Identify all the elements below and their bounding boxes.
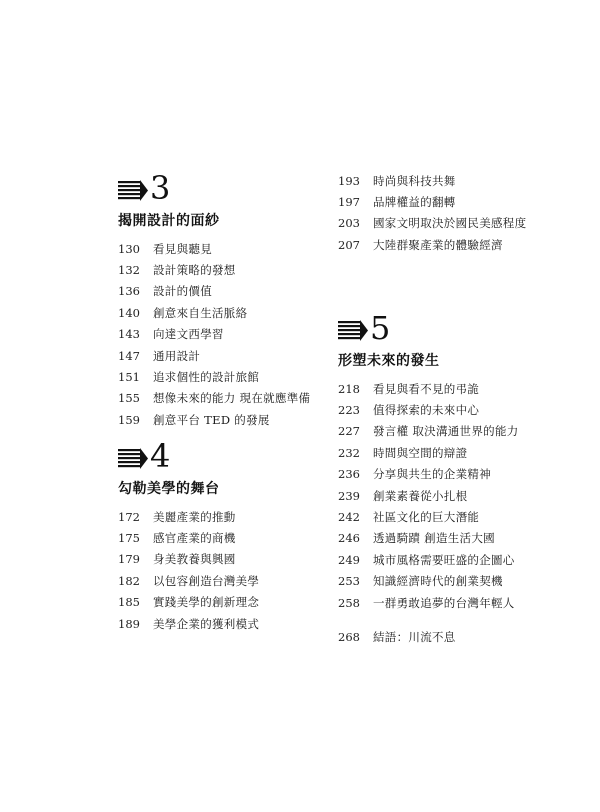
entry-page: 218: [338, 381, 360, 396]
entry-page: 203: [338, 216, 360, 231]
closing-section: [338, 626, 456, 647]
chapter-title: 揭開設計的面紗: [118, 213, 220, 229]
entry-page: 268: [338, 629, 360, 644]
chapter-marker-icon: [118, 446, 148, 472]
chapter-title: 形塑未來的發生: [338, 353, 440, 369]
chapter-3: [118, 170, 310, 431]
entry-page: 151: [118, 370, 140, 385]
entry-page: 207: [338, 237, 360, 252]
entry-page: 227: [338, 424, 360, 439]
entry-page: 223: [338, 403, 360, 418]
entry-title: 設計策略的發想: [153, 263, 236, 278]
entry-title: 看見與聽見: [153, 241, 212, 256]
toc-entry[interactable]: [118, 366, 310, 387]
chapter-4: [118, 438, 259, 634]
entry-page: 175: [118, 531, 140, 546]
toc-entry[interactable]: [338, 464, 519, 485]
entry-page: 239: [338, 488, 360, 503]
chapter-number: 5: [370, 309, 391, 347]
toc-entry[interactable]: [118, 345, 310, 366]
entry-title: 時間與空間的辯證: [373, 445, 468, 460]
chapter-entry-list: [118, 238, 310, 431]
toc-entry[interactable]: [338, 592, 519, 613]
toc-entry[interactable]: [338, 191, 526, 212]
entry-title: 知識經濟時代的創業契機: [373, 574, 503, 589]
toc-entry[interactable]: [338, 399, 519, 420]
entry-title: 美學企業的獲利模式: [153, 616, 260, 631]
toc-entry[interactable]: [338, 378, 519, 399]
chapter-entry-list: [118, 506, 259, 634]
entry-page: 143: [118, 327, 140, 342]
entry-title: 結語：川流不息: [373, 629, 456, 644]
entry-title: 一群勇敢追夢的台灣年輕人: [373, 595, 515, 610]
entry-title: 分享與共生的企業精神: [373, 467, 491, 482]
entry-page: 246: [338, 531, 360, 546]
toc-entry[interactable]: [338, 442, 519, 463]
toc-entry[interactable]: [338, 549, 519, 570]
chapter-number: 4: [150, 437, 171, 475]
entry-title: 值得探索的未來中心: [373, 403, 480, 418]
entry-page: 185: [118, 595, 140, 610]
chapter-entry-list: [338, 378, 519, 613]
entry-page: 132: [118, 263, 140, 278]
chapter-marker-icon: [118, 178, 148, 204]
toc-entry[interactable]: [338, 421, 519, 442]
entry-page: 197: [338, 195, 360, 210]
entry-page: 172: [118, 509, 140, 524]
chapter-heading: [338, 309, 519, 347]
entry-page: 136: [118, 284, 140, 299]
entry-page: 140: [118, 305, 140, 320]
toc-entry[interactable]: [118, 409, 310, 430]
toc-entry[interactable]: [338, 626, 456, 647]
toc-entry[interactable]: [118, 506, 259, 527]
entry-title: 透過騎蹟 創造生活大國: [373, 531, 495, 546]
toc-entry[interactable]: [338, 485, 519, 506]
entry-page: 249: [338, 552, 360, 567]
chapter-4-continued-list: [338, 170, 526, 256]
toc-entry[interactable]: [118, 549, 259, 570]
toc-entry[interactable]: [118, 281, 310, 302]
chapter-marker-icon: [338, 318, 368, 344]
toc-entry[interactable]: [118, 527, 259, 548]
entry-title: 身美教養與興國: [153, 552, 236, 567]
toc-entry[interactable]: [118, 613, 259, 634]
toc-entry[interactable]: [118, 259, 310, 280]
entry-page: 258: [338, 595, 360, 610]
entry-title: 大陸群聚產業的體驗經濟: [373, 237, 503, 252]
entry-page: 159: [118, 412, 140, 427]
chapter-heading: [118, 437, 259, 475]
chapter-number: 3: [150, 169, 171, 207]
toc-entry[interactable]: [338, 213, 526, 234]
chapter-title: 勾勒美學的舞台: [118, 481, 220, 497]
entry-title: 發言權 取決溝通世界的能力: [373, 424, 519, 439]
entry-title: 國家文明取決於國民美感程度: [373, 216, 527, 231]
entry-title: 設計的價值: [153, 284, 212, 299]
entry-title: 創業素養從小扎根: [373, 488, 468, 503]
entry-title: 追求個性的設計旅館: [153, 370, 260, 385]
entry-title: 看見與看不見的弔詭: [373, 381, 480, 396]
entry-page: 155: [118, 391, 140, 406]
entry-title: 創意平台 TED 的發展: [153, 412, 270, 427]
entry-title: 美麗產業的推動: [153, 509, 236, 524]
entry-title: 品牌權益的翻轉: [373, 195, 456, 210]
toc-entry[interactable]: [118, 302, 310, 323]
entry-title: 以包容創造台灣美學: [153, 573, 260, 588]
entry-title: 城市風格需要旺盛的企圖心: [373, 552, 515, 567]
toc-entry[interactable]: [338, 528, 519, 549]
toc-entry[interactable]: [338, 571, 519, 592]
entry-title: 向達文西學習: [153, 327, 224, 342]
entry-page: 242: [338, 510, 360, 525]
chapter-5: [338, 310, 519, 613]
entry-title: 實踐美學的創新理念: [153, 595, 260, 610]
entry-page: 182: [118, 573, 140, 588]
entry-page: 232: [338, 445, 360, 460]
toc-entry[interactable]: [118, 388, 310, 409]
entry-page: 130: [118, 241, 140, 256]
entry-title: 時尚與科技共舞: [373, 173, 456, 188]
toc-entry[interactable]: [118, 324, 310, 345]
toc-entry[interactable]: [338, 506, 519, 527]
toc-entry[interactable]: [118, 570, 259, 591]
chapter-heading: [118, 169, 310, 207]
toc-entry[interactable]: [118, 238, 310, 259]
entry-title: 感官產業的商機: [153, 531, 236, 546]
entry-title: 社區文化的巨大潛能: [373, 510, 480, 525]
toc-entry[interactable]: [338, 234, 526, 255]
entry-page: 193: [338, 173, 360, 188]
entry-page: 189: [118, 616, 140, 631]
entry-page: 236: [338, 467, 360, 482]
entry-page: 147: [118, 348, 140, 363]
entry-title: 創意來自生活脈絡: [153, 305, 248, 320]
entry-title: 想像未來的能力 現在就應準備: [153, 391, 311, 406]
entry-page: 179: [118, 552, 140, 567]
entry-title: 通用設計: [153, 348, 201, 363]
entry-page: 253: [338, 574, 360, 589]
toc-entry[interactable]: [118, 592, 259, 613]
toc-entry[interactable]: [338, 170, 526, 191]
